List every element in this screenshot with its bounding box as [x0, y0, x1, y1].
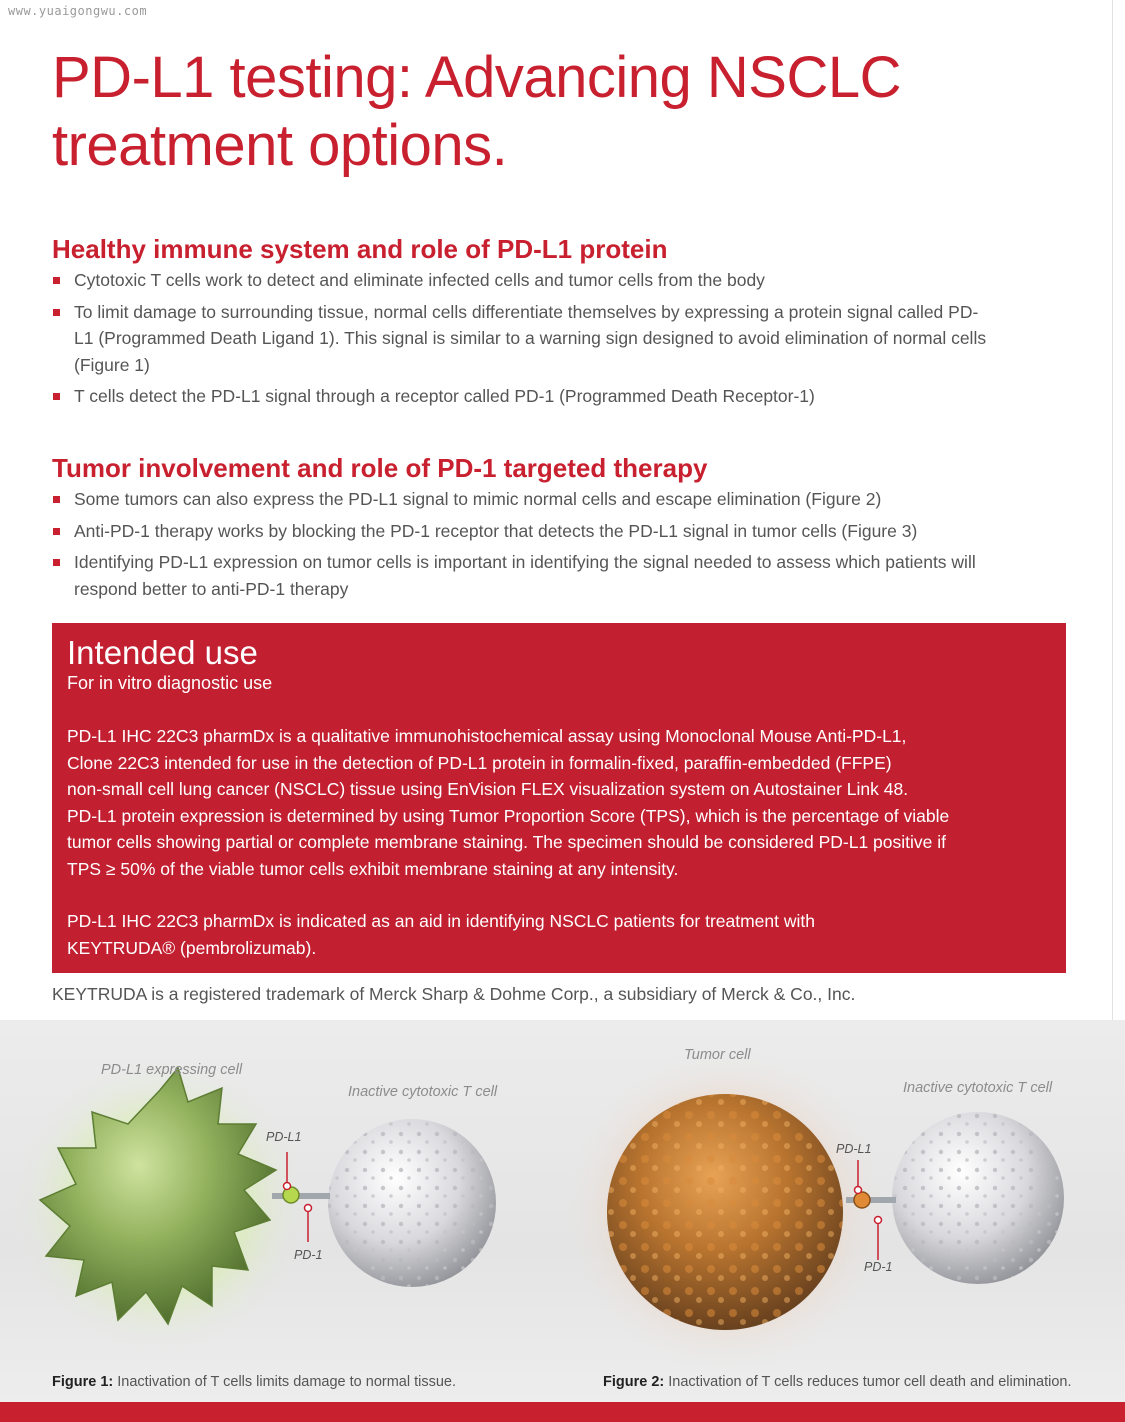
- list-item: Anti-PD-1 therapy works by blocking the PD-1 receptor that detects the PD-L1 signal in tumor cells (Figure 3): [52, 518, 1052, 545]
- title-line-2: treatment options.: [52, 113, 508, 178]
- figure1-cell-label: PD-L1 expressing cell: [101, 1062, 243, 1078]
- figure2-cell-label: Tumor cell: [684, 1047, 751, 1063]
- list-item: Identifying PD-L1 expression on tumor cells is important in identifying the signal needed to assess which patients will respond better to anti-PD-1 therapy: [52, 549, 1032, 602]
- figure2-pdl1-label: PD-L1: [836, 1142, 872, 1156]
- figure1-illustration: [10, 1055, 496, 1355]
- bullet-list: [52, 486, 1052, 602]
- bottom-bar: [0, 1402, 1125, 1422]
- bullet-square-icon: [53, 393, 60, 400]
- bullet-square-icon: [53, 496, 60, 503]
- figure2-pd1-label: PD-1: [864, 1260, 893, 1274]
- list-item: T cells detect the PD-L1 signal through a receptor called PD-1 (Programmed Death Receptor-1): [52, 383, 1052, 410]
- intended-use-subheading: For in vitro diagnostic use: [67, 673, 273, 693]
- bullet-square-icon: [53, 309, 60, 316]
- bullet-square-icon: [53, 277, 60, 284]
- bullet-square-icon: [53, 528, 60, 535]
- figure1-tcell-label: Inactive cytotoxic T cell: [348, 1084, 498, 1100]
- figure1-caption: Figure 1: Inactivation of T cells limits damage to normal tissue.: [52, 1374, 457, 1390]
- section-heading: Healthy immune system and role of PD-L1 protein: [52, 234, 668, 264]
- intended-use-paragraph-1: PD-L1 IHC 22C3 pharmDx is a qualitative immunohistochemical assay using Monoclonal Mouse Anti-PD-L1, Clone 22C3 intended for use in the detection of PD-L1 protein in formalin-fixed, paraffin-embedded (FFPE) non-small cell lung cancer (NSCLC) tissue using EnVision FLEX visualization system on Autostainer Link 48. PD-L1 protein expression is determined by using Tumor Proportion Score (TPS), which is the percentage of viable tumor cells showing partial or complete membrane staining. The specimen should be considered PD-L1 positive if TPS ≥ 50% of the viable tumor cells exhibit membrane staining at any intensity.: [67, 726, 950, 879]
- trademark-note: KEYTRUDA is a registered trademark of Merck Sharp & Dohme Corp., a subsidiary of Merck & Co., Inc.: [52, 984, 856, 1004]
- watermark: www.yuaigongwu.com: [8, 4, 148, 18]
- list-item: Some tumors can also express the PD-L1 signal to mimic normal cells and escape elimination (Figure 2): [52, 486, 1052, 513]
- pdl1-marker: [854, 1192, 870, 1208]
- figure1-pd1-label: PD-1: [294, 1248, 323, 1262]
- bullet-square-icon: [53, 559, 60, 566]
- section-tumor-involvement: [52, 452, 1052, 607]
- page-edge: [1112, 0, 1125, 1020]
- list-item: To limit damage to surrounding tissue, normal cells differentiate themselves by expressing a protein signal called PD-L1 (Programmed Death Ligand 1). This signal is similar to a warning sign designed to avoid elimination of normal cells (Figure 1): [52, 299, 987, 379]
- intended-use-heading: Intended use: [67, 634, 258, 671]
- section-heading: Tumor involvement and role of PD-1 targeted therapy: [52, 453, 708, 483]
- figure2-tcell-label: Inactive cytotoxic T cell: [903, 1080, 1053, 1096]
- figure-panel: [0, 1020, 1125, 1402]
- intended-use-box: [52, 623, 1066, 973]
- figure2-caption: Figure 2: Inactivation of T cells reduces tumor cell death and elimination.: [603, 1374, 1072, 1390]
- bullet-list: [52, 267, 1052, 410]
- figure1-pdl1-label: PD-L1: [266, 1130, 302, 1144]
- list-item: Cytotoxic T cells work to detect and eliminate infected cells and tumor cells from the body: [52, 267, 1052, 294]
- title-line-1: PD-L1 testing: Advancing NSCLC: [52, 45, 901, 110]
- section-healthy-immune: [52, 233, 1052, 415]
- intended-use-paragraph-2: PD-L1 IHC 22C3 pharmDx is indicated as an aid in identifying NSCLC patients for treatment with KEYTRUDA® (pembrolizumab).: [67, 911, 815, 958]
- page-title: [52, 44, 1052, 180]
